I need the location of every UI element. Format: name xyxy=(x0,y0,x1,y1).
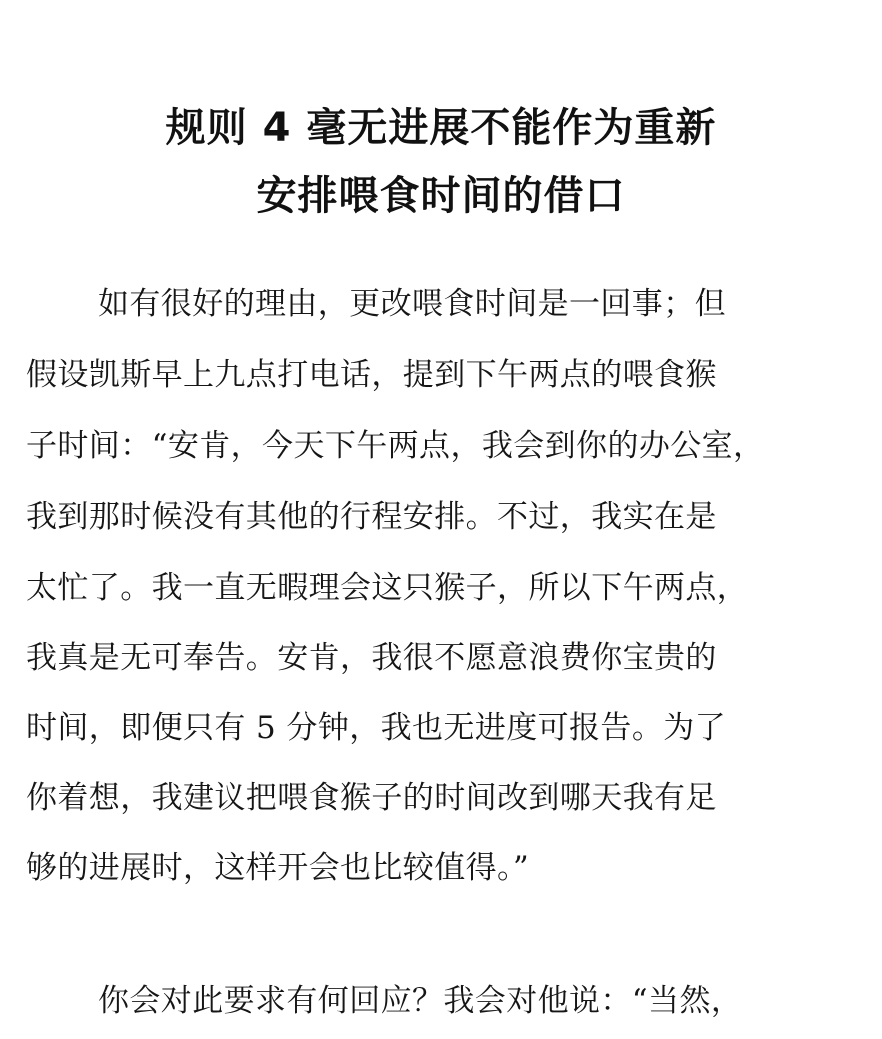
text-line: 我到那时候没有其他的行程安排。不过，我实在是 xyxy=(26,499,717,535)
chapter-heading-line-2: 安排喂食时间的借口 xyxy=(256,173,626,219)
text-line: 时间，即便只有 5 分钟，我也无进度可报告。为了 xyxy=(26,710,727,746)
text-line: 太忙了。我一直无暇理会这只猴子，所以下午两点， xyxy=(26,570,749,606)
text-line: 如有很好的理由，更改喂食时间是一回事；但 xyxy=(98,286,726,322)
text-line: 够的进展时，这样开会也比较值得。” xyxy=(26,850,530,886)
text-line: 假设凯斯早上九点打电话，提到下午两点的喂食猴 xyxy=(26,357,717,393)
text-line: 你会对此要求有何回应？我会对他说：“当然， xyxy=(98,983,743,1019)
text-line: 我真是无可奉告。安肯，我很不愿意浪费你宝贵的 xyxy=(26,640,717,676)
text-line: 你着想，我建议把喂食猴子的时间改到哪天我有足 xyxy=(26,780,717,816)
chapter-heading-line-1: 规则 4 毫无进展不能作为重新 xyxy=(165,105,717,151)
text-line: 子时间：“安肯，今天下午两点，我会到你的办公室， xyxy=(26,428,765,464)
